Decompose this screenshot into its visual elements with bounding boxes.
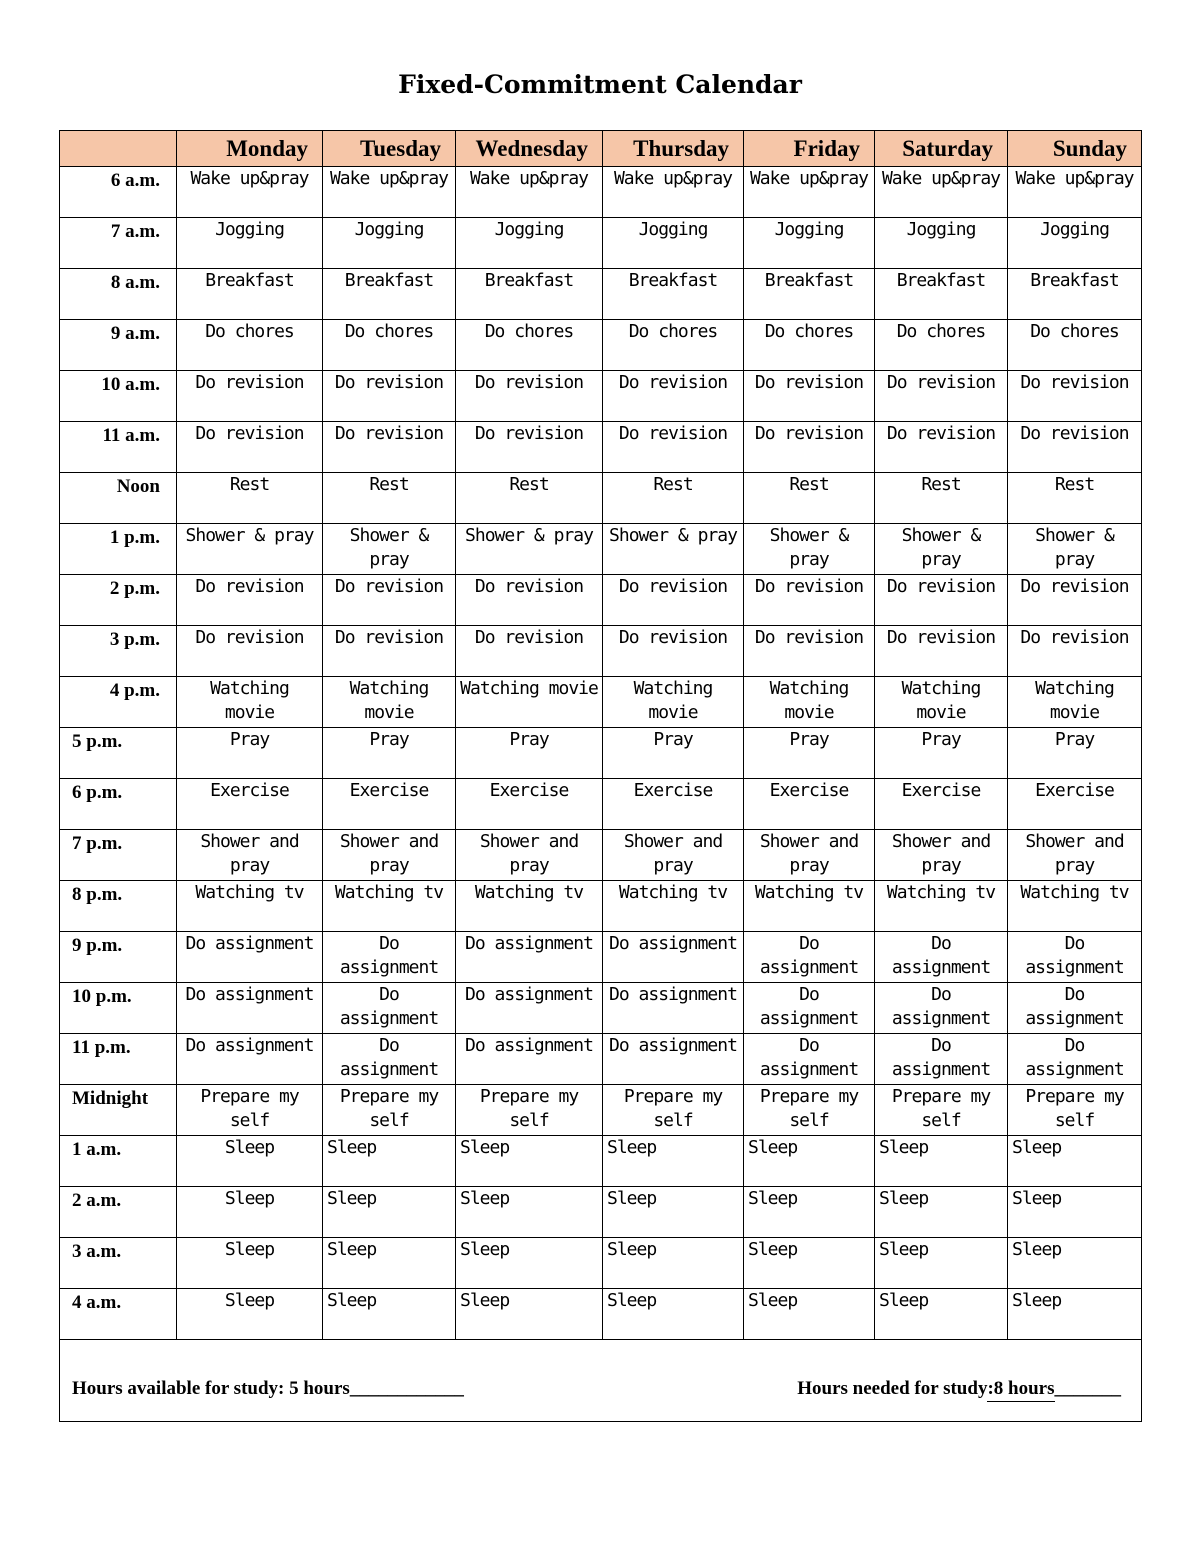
schedule-row [60, 830, 1142, 881]
activity-cell: Sleep [875, 1238, 1008, 1289]
activity-cell: Pray [875, 728, 1008, 779]
activity-cell: Sleep [875, 1289, 1008, 1340]
time-label: 2 a.m. [60, 1187, 177, 1238]
activity-cell: Do assignment [323, 932, 456, 983]
activity-cell: Do revision [177, 371, 323, 422]
day-header: Sunday [1008, 131, 1142, 167]
activity-cell: Do revision [875, 422, 1008, 473]
activity-cell: Sleep [1008, 1136, 1142, 1187]
activity-cell: Do assignment [875, 1034, 1008, 1085]
activity-cell: Exercise [875, 779, 1008, 830]
activity-cell: Wake up&pray [323, 167, 456, 218]
activity-cell: Jogging [323, 218, 456, 269]
time-label: 8 a.m. [60, 269, 177, 320]
time-label: 3 a.m. [60, 1238, 177, 1289]
activity-cell: Sleep [744, 1238, 875, 1289]
time-label: 7 a.m. [60, 218, 177, 269]
activity-cell: Shower & pray [456, 524, 603, 575]
activity-cell: Do chores [744, 320, 875, 371]
activity-cell: Exercise [744, 779, 875, 830]
activity-cell: Exercise [603, 779, 744, 830]
time-label: Midnight [60, 1085, 177, 1136]
activity-cell: Wake up&pray [177, 167, 323, 218]
activity-cell: Exercise [177, 779, 323, 830]
activity-cell: Watching movie [323, 677, 456, 728]
time-label: 1 a.m. [60, 1136, 177, 1187]
activity-cell: Watching movie [177, 677, 323, 728]
activity-cell: Do revision [875, 626, 1008, 677]
activity-cell: Prepare my self [456, 1085, 603, 1136]
time-label: 6 a.m. [60, 167, 177, 218]
schedule-row [60, 1136, 1142, 1187]
activity-cell: Do assignment [1008, 932, 1142, 983]
activity-cell: Watching movie [744, 677, 875, 728]
time-label: 1 p.m. [60, 524, 177, 575]
activity-cell: Wake up&pray [1008, 167, 1142, 218]
activity-cell: Sleep [875, 1136, 1008, 1187]
time-label: 7 p.m. [60, 830, 177, 881]
activity-cell: Breakfast [875, 269, 1008, 320]
activity-cell: Do assignment [744, 983, 875, 1034]
time-label: 4 a.m. [60, 1289, 177, 1340]
activity-cell: Jogging [603, 218, 744, 269]
activity-cell: Rest [456, 473, 603, 524]
hours-available [72, 1377, 464, 1401]
activity-cell: Watching tv [875, 881, 1008, 932]
activity-cell: Exercise [456, 779, 603, 830]
activity-cell: Exercise [1008, 779, 1142, 830]
header-row [60, 131, 1142, 167]
activity-cell: Watching movie [875, 677, 1008, 728]
activity-cell: Do assignment [744, 932, 875, 983]
activity-cell: Sleep [177, 1187, 323, 1238]
activity-cell: Shower & pray [875, 524, 1008, 575]
activity-cell: Watching tv [323, 881, 456, 932]
activity-cell: Do revision [177, 575, 323, 626]
activity-cell: Do revision [456, 626, 603, 677]
activity-cell: Do revision [744, 575, 875, 626]
activity-cell: Do chores [177, 320, 323, 371]
activity-cell: Prepare my self [323, 1085, 456, 1136]
activity-cell: Shower and pray [456, 830, 603, 881]
activity-cell: Exercise [323, 779, 456, 830]
activity-cell: Pray [456, 728, 603, 779]
activity-cell: Do revision [1008, 575, 1142, 626]
schedule-row [60, 218, 1142, 269]
hours-available-blank: ____________ [349, 1378, 464, 1399]
activity-cell: Do revision [323, 575, 456, 626]
schedule-row [60, 1289, 1142, 1340]
activity-cell: Do assignment [323, 1034, 456, 1085]
time-label: 4 p.m. [60, 677, 177, 728]
activity-cell: Pray [177, 728, 323, 779]
activity-cell: Watching tv [744, 881, 875, 932]
activity-cell: Do assignment [875, 983, 1008, 1034]
activity-cell: Watching movie [603, 677, 744, 728]
activity-cell: Sleep [323, 1187, 456, 1238]
activity-cell: Shower and pray [875, 830, 1008, 881]
activity-cell: Shower & pray [177, 524, 323, 575]
activity-cell: Watching movie [1008, 677, 1142, 728]
hours-needed-value: :8 hours [987, 1377, 1054, 1402]
day-header: Tuesday [323, 131, 456, 167]
schedule-row [60, 677, 1142, 728]
activity-cell: Do revision [1008, 371, 1142, 422]
activity-cell: Sleep [323, 1238, 456, 1289]
day-header: Wednesday [456, 131, 603, 167]
activity-cell: Sleep [1008, 1289, 1142, 1340]
schedule-row [60, 626, 1142, 677]
activity-cell: Do assignment [323, 983, 456, 1034]
activity-cell: Do chores [323, 320, 456, 371]
activity-cell: Breakfast [1008, 269, 1142, 320]
schedule-row [60, 1085, 1142, 1136]
activity-cell: Wake up&pray [456, 167, 603, 218]
activity-cell: Do revision [875, 575, 1008, 626]
activity-cell: Do revision [603, 626, 744, 677]
activity-cell: Breakfast [603, 269, 744, 320]
activity-cell: Jogging [456, 218, 603, 269]
hours-needed-blank: _______ [1054, 1378, 1121, 1399]
activity-cell: Sleep [1008, 1187, 1142, 1238]
activity-cell: Jogging [875, 218, 1008, 269]
time-label: 2 p.m. [60, 575, 177, 626]
activity-cell: Do assignment [456, 983, 603, 1034]
activity-cell: Breakfast [744, 269, 875, 320]
schedule-row [60, 422, 1142, 473]
activity-cell: Wake up&pray [875, 167, 1008, 218]
activity-cell: Prepare my self [875, 1085, 1008, 1136]
time-label: 9 a.m. [60, 320, 177, 371]
time-label: 10 a.m. [60, 371, 177, 422]
schedule-row [60, 881, 1142, 932]
activity-cell: Do assignment [177, 932, 323, 983]
schedule-row [60, 167, 1142, 218]
activity-cell: Breakfast [323, 269, 456, 320]
hours-available-label: Hours available for study: 5 hours [72, 1378, 350, 1399]
activity-cell: Shower & pray [603, 524, 744, 575]
hours-needed [797, 1377, 1121, 1402]
activity-cell: Jogging [177, 218, 323, 269]
schedule-row [60, 473, 1142, 524]
activity-cell: Do revision [603, 422, 744, 473]
activity-cell: Sleep [603, 1187, 744, 1238]
activity-cell: Do revision [456, 371, 603, 422]
activity-cell: Rest [744, 473, 875, 524]
activity-cell: Sleep [744, 1136, 875, 1187]
time-label: 5 p.m. [60, 728, 177, 779]
footer-cell [60, 1340, 1142, 1422]
activity-cell: Watching tv [603, 881, 744, 932]
activity-cell: Sleep [456, 1289, 603, 1340]
footer-row [60, 1340, 1142, 1422]
activity-cell: Prepare my self [744, 1085, 875, 1136]
schedule-row [60, 983, 1142, 1034]
schedule-row [60, 1187, 1142, 1238]
activity-cell: Sleep [603, 1289, 744, 1340]
time-label: 9 p.m. [60, 932, 177, 983]
schedule-row [60, 575, 1142, 626]
activity-cell: Shower and pray [177, 830, 323, 881]
activity-cell: Do revision [744, 422, 875, 473]
activity-cell: Do revision [177, 626, 323, 677]
schedule-row [60, 728, 1142, 779]
activity-cell: Shower and pray [603, 830, 744, 881]
activity-cell: Do assignment [603, 983, 744, 1034]
activity-cell: Rest [875, 473, 1008, 524]
activity-cell: Sleep [456, 1238, 603, 1289]
day-header: Thursday [603, 131, 744, 167]
activity-cell: Pray [603, 728, 744, 779]
schedule-row [60, 371, 1142, 422]
corner-cell [60, 131, 177, 167]
activity-cell: Watching tv [1008, 881, 1142, 932]
activity-cell: Prepare my self [1008, 1085, 1142, 1136]
activity-cell: Sleep [744, 1289, 875, 1340]
activity-cell: Prepare my self [603, 1085, 744, 1136]
activity-cell: Do assignment [1008, 983, 1142, 1034]
activity-cell: Pray [1008, 728, 1142, 779]
schedule-table [59, 130, 1142, 1422]
activity-cell: Shower & pray [323, 524, 456, 575]
schedule-row [60, 524, 1142, 575]
activity-cell: Do chores [603, 320, 744, 371]
activity-cell: Sleep [177, 1238, 323, 1289]
activity-cell: Sleep [323, 1289, 456, 1340]
time-label: 10 p.m. [60, 983, 177, 1034]
activity-cell: Sleep [456, 1187, 603, 1238]
activity-cell: Do assignment [603, 1034, 744, 1085]
time-label: 8 p.m. [60, 881, 177, 932]
activity-cell: Sleep [744, 1187, 875, 1238]
activity-cell: Sleep [456, 1136, 603, 1187]
activity-cell: Sleep [603, 1238, 744, 1289]
schedule-row [60, 320, 1142, 371]
activity-cell: Wake up&pray [603, 167, 744, 218]
activity-cell: Do revision [603, 575, 744, 626]
activity-cell: Wake up&pray [744, 167, 875, 218]
activity-cell: Do assignment [177, 1034, 323, 1085]
activity-cell: Do revision [323, 626, 456, 677]
activity-cell: Do revision [456, 575, 603, 626]
time-label: 3 p.m. [60, 626, 177, 677]
activity-cell: Do assignment [875, 932, 1008, 983]
activity-cell: Pray [744, 728, 875, 779]
time-label: 6 p.m. [60, 779, 177, 830]
activity-cell: Do revision [177, 422, 323, 473]
activity-cell: Shower and pray [323, 830, 456, 881]
activity-cell: Prepare my self [177, 1085, 323, 1136]
time-label: Noon [60, 473, 177, 524]
activity-cell: Shower & pray [1008, 524, 1142, 575]
activity-cell: Do revision [323, 371, 456, 422]
day-header: Friday [744, 131, 875, 167]
activity-cell: Do revision [1008, 626, 1142, 677]
activity-cell: Do chores [456, 320, 603, 371]
activity-cell: Do revision [323, 422, 456, 473]
activity-cell: Do assignment [603, 932, 744, 983]
time-label: 11 a.m. [60, 422, 177, 473]
time-label: 11 p.m. [60, 1034, 177, 1085]
activity-cell: Sleep [177, 1136, 323, 1187]
activity-cell: Rest [177, 473, 323, 524]
activity-cell: Do assignment [744, 1034, 875, 1085]
activity-cell: Sleep [323, 1136, 456, 1187]
activity-cell: Rest [323, 473, 456, 524]
activity-cell: Sleep [1008, 1238, 1142, 1289]
schedule-row [60, 932, 1142, 983]
page-title: Fixed-Commitment Calendar [398, 70, 802, 99]
activity-cell: Rest [1008, 473, 1142, 524]
schedule-row [60, 1238, 1142, 1289]
activity-cell: Breakfast [456, 269, 603, 320]
activity-cell: Sleep [875, 1187, 1008, 1238]
activity-cell: Breakfast [177, 269, 323, 320]
activity-cell: Jogging [744, 218, 875, 269]
activity-cell: Do revision [1008, 422, 1142, 473]
activity-cell: Do chores [1008, 320, 1142, 371]
day-header: Monday [177, 131, 323, 167]
activity-cell: Sleep [177, 1289, 323, 1340]
activity-cell: Pray [323, 728, 456, 779]
activity-cell: Watching tv [456, 881, 603, 932]
activity-cell: Watching tv [177, 881, 323, 932]
activity-cell: Do revision [744, 371, 875, 422]
activity-cell: Do assignment [456, 932, 603, 983]
schedule-row [60, 1034, 1142, 1085]
activity-cell: Do revision [744, 626, 875, 677]
schedule-row [60, 269, 1142, 320]
activity-cell: Shower & pray [744, 524, 875, 575]
activity-cell: Do assignment [1008, 1034, 1142, 1085]
hours-needed-label: Hours needed for study [797, 1378, 988, 1399]
activity-cell: Shower and pray [744, 830, 875, 881]
activity-cell: Rest [603, 473, 744, 524]
activity-cell: Do assignment [456, 1034, 603, 1085]
activity-cell: Do revision [603, 371, 744, 422]
day-header: Saturday [875, 131, 1008, 167]
activity-cell: Watching movie [456, 677, 603, 728]
activity-cell: Do revision [456, 422, 603, 473]
activity-cell: Do chores [875, 320, 1008, 371]
activity-cell: Do revision [875, 371, 1008, 422]
activity-cell: Jogging [1008, 218, 1142, 269]
activity-cell: Sleep [603, 1136, 744, 1187]
activity-cell: Shower and pray [1008, 830, 1142, 881]
activity-cell: Do assignment [177, 983, 323, 1034]
schedule-row [60, 779, 1142, 830]
